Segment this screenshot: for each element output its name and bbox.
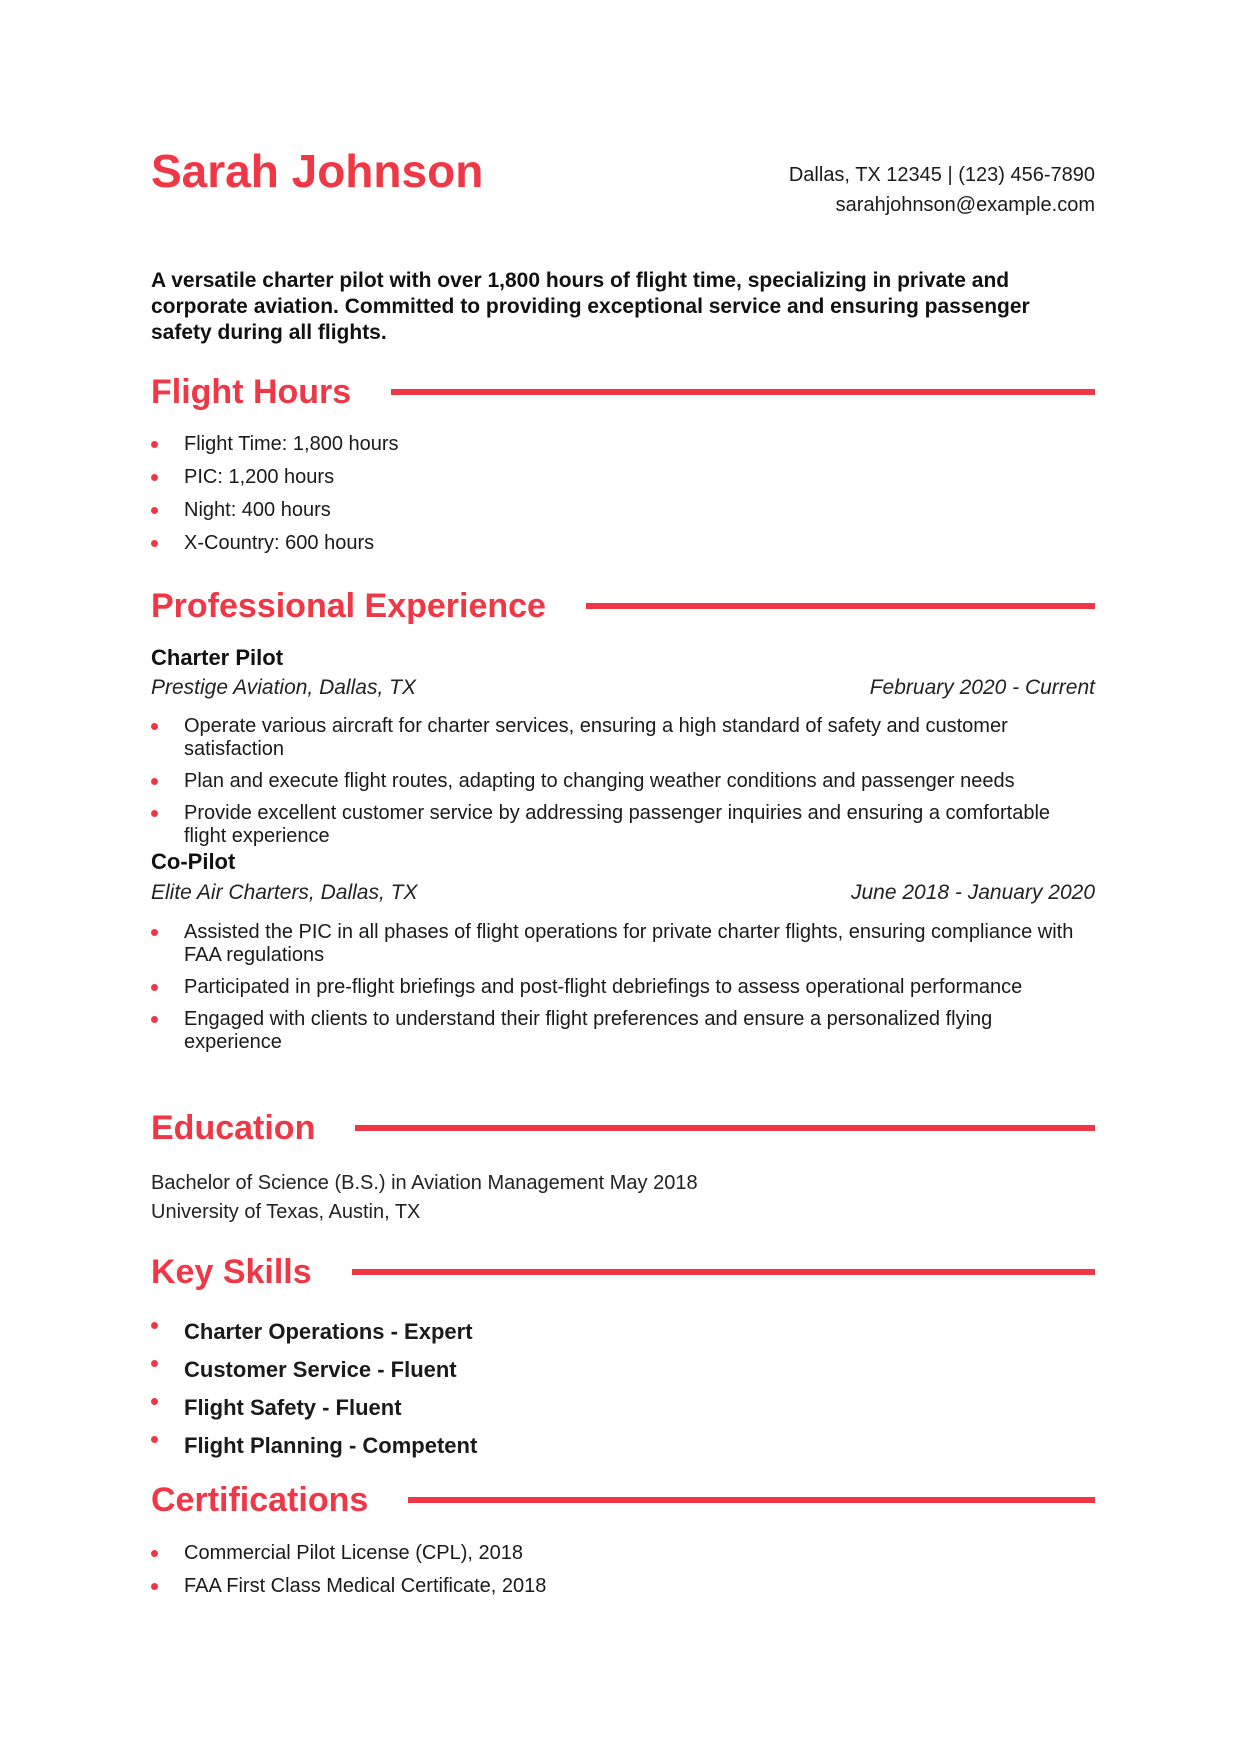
list-item: Night: 400 hours: [151, 499, 1095, 522]
section-header-experience: [151, 584, 1095, 628]
section-divider: [391, 389, 1095, 395]
job-company: Elite Air Charters, Dallas, TX: [151, 881, 418, 904]
section-divider: [408, 1497, 1095, 1503]
bullet-dot-icon: [151, 474, 158, 481]
bullet-dot-icon: [151, 1398, 158, 1405]
education-degree: Bachelor of Science (B.S.) in Aviation Management May 2018: [151, 1172, 698, 1194]
list-item: Commercial Pilot License (CPL), 2018: [151, 1542, 1095, 1565]
job-company: Prestige Aviation, Dallas, TX: [151, 676, 416, 699]
section-divider: [355, 1125, 1095, 1131]
section-header-flight-hours: [151, 370, 1095, 414]
bullet-dot-icon: [151, 1016, 158, 1023]
list-item: Plan and execute flight routes, adapting to changing weather conditions and passenger needs: [151, 770, 1095, 793]
list-item: Charter Operations - Expert: [151, 1319, 1095, 1344]
certifications-list: [151, 1542, 1095, 1598]
section-header-education: [151, 1106, 1095, 1150]
job-title: Charter Pilot: [151, 645, 284, 670]
section-title-experience: Professional Experience: [151, 586, 546, 625]
list-item: Flight Time: 1,800 hours: [151, 433, 1095, 456]
skills-list: [151, 1319, 1095, 1458]
bullet-dot-icon: [151, 540, 158, 547]
list-item: Flight Safety - Fluent: [151, 1395, 1095, 1420]
list-item: Provide excellent customer service by addressing passenger inquiries and ensuring a comfortable flight experience: [151, 802, 1095, 848]
job-duties-list: [151, 715, 1095, 848]
list-item: X-Country: 600 hours: [151, 532, 1095, 555]
bullet-dot-icon: [151, 778, 158, 785]
education-entry: [151, 1169, 698, 1227]
section-header-certifications: [151, 1478, 1095, 1522]
candidate-name: Sarah Johnson: [151, 145, 484, 197]
education-school: University of Texas, Austin, TX: [151, 1201, 421, 1223]
flight-hours-list: [151, 433, 1095, 555]
bullet-dot-icon: [151, 1550, 158, 1557]
section-divider: [586, 603, 1095, 609]
bullet-dot-icon: [151, 723, 158, 730]
contact-info: [789, 160, 1095, 220]
section-divider: [352, 1269, 1095, 1275]
bullet-dot-icon: [151, 1322, 158, 1329]
bullet-dot-icon: [151, 507, 158, 514]
resume-header: [151, 0, 1095, 220]
list-item: Operate various aircraft for charter services, ensuring a high standard of safety and customer satisfaction: [151, 715, 1095, 761]
job-duties-list: [151, 921, 1095, 1054]
job-dates: June 2018 - January 2020: [850, 881, 1095, 904]
section-title-skills: Key Skills: [151, 1252, 312, 1291]
bullet-dot-icon: [151, 1436, 158, 1443]
section-title-flight-hours: Flight Hours: [151, 372, 352, 411]
list-item: FAA First Class Medical Certificate, 2018: [151, 1575, 1095, 1598]
list-item: PIC: 1,200 hours: [151, 466, 1095, 489]
contact-location-phone: Dallas, TX 12345 | (123) 456-7890: [788, 164, 1095, 186]
bullet-dot-icon: [151, 810, 158, 817]
bullet-dot-icon: [151, 929, 158, 936]
list-item: Engaged with clients to understand their flight preferences and ensure a personalized flying experience: [151, 1008, 1095, 1054]
list-item: Assisted the PIC in all phases of flight operations for private charter flights, ensuring compliance with FAA regulations: [151, 921, 1095, 967]
list-item: Customer Service - Fluent: [151, 1357, 1095, 1382]
professional-summary: A versatile charter pilot with over 1,800 hours of flight time, specializing in private and corporate aviation. Committed to providing exceptional service and ensuring passenger safety during all flights.: [151, 269, 1030, 344]
section-title-education: Education: [151, 1108, 316, 1147]
section-header-skills: [151, 1250, 1095, 1294]
list-item: Flight Planning - Competent: [151, 1433, 1095, 1458]
bullet-dot-icon: [151, 984, 158, 991]
bullet-dot-icon: [151, 441, 158, 448]
section-title-certifications: Certifications: [151, 1480, 369, 1519]
job-title: Co-Pilot: [151, 849, 236, 874]
bullet-dot-icon: [151, 1360, 158, 1367]
job-dates: February 2020 - Current: [869, 676, 1095, 699]
bullet-dot-icon: [151, 1583, 158, 1590]
contact-email: sarahjohnson@example.com: [835, 194, 1095, 216]
list-item: Participated in pre-flight briefings and post-flight debriefings to assess operational performance: [151, 976, 1095, 999]
